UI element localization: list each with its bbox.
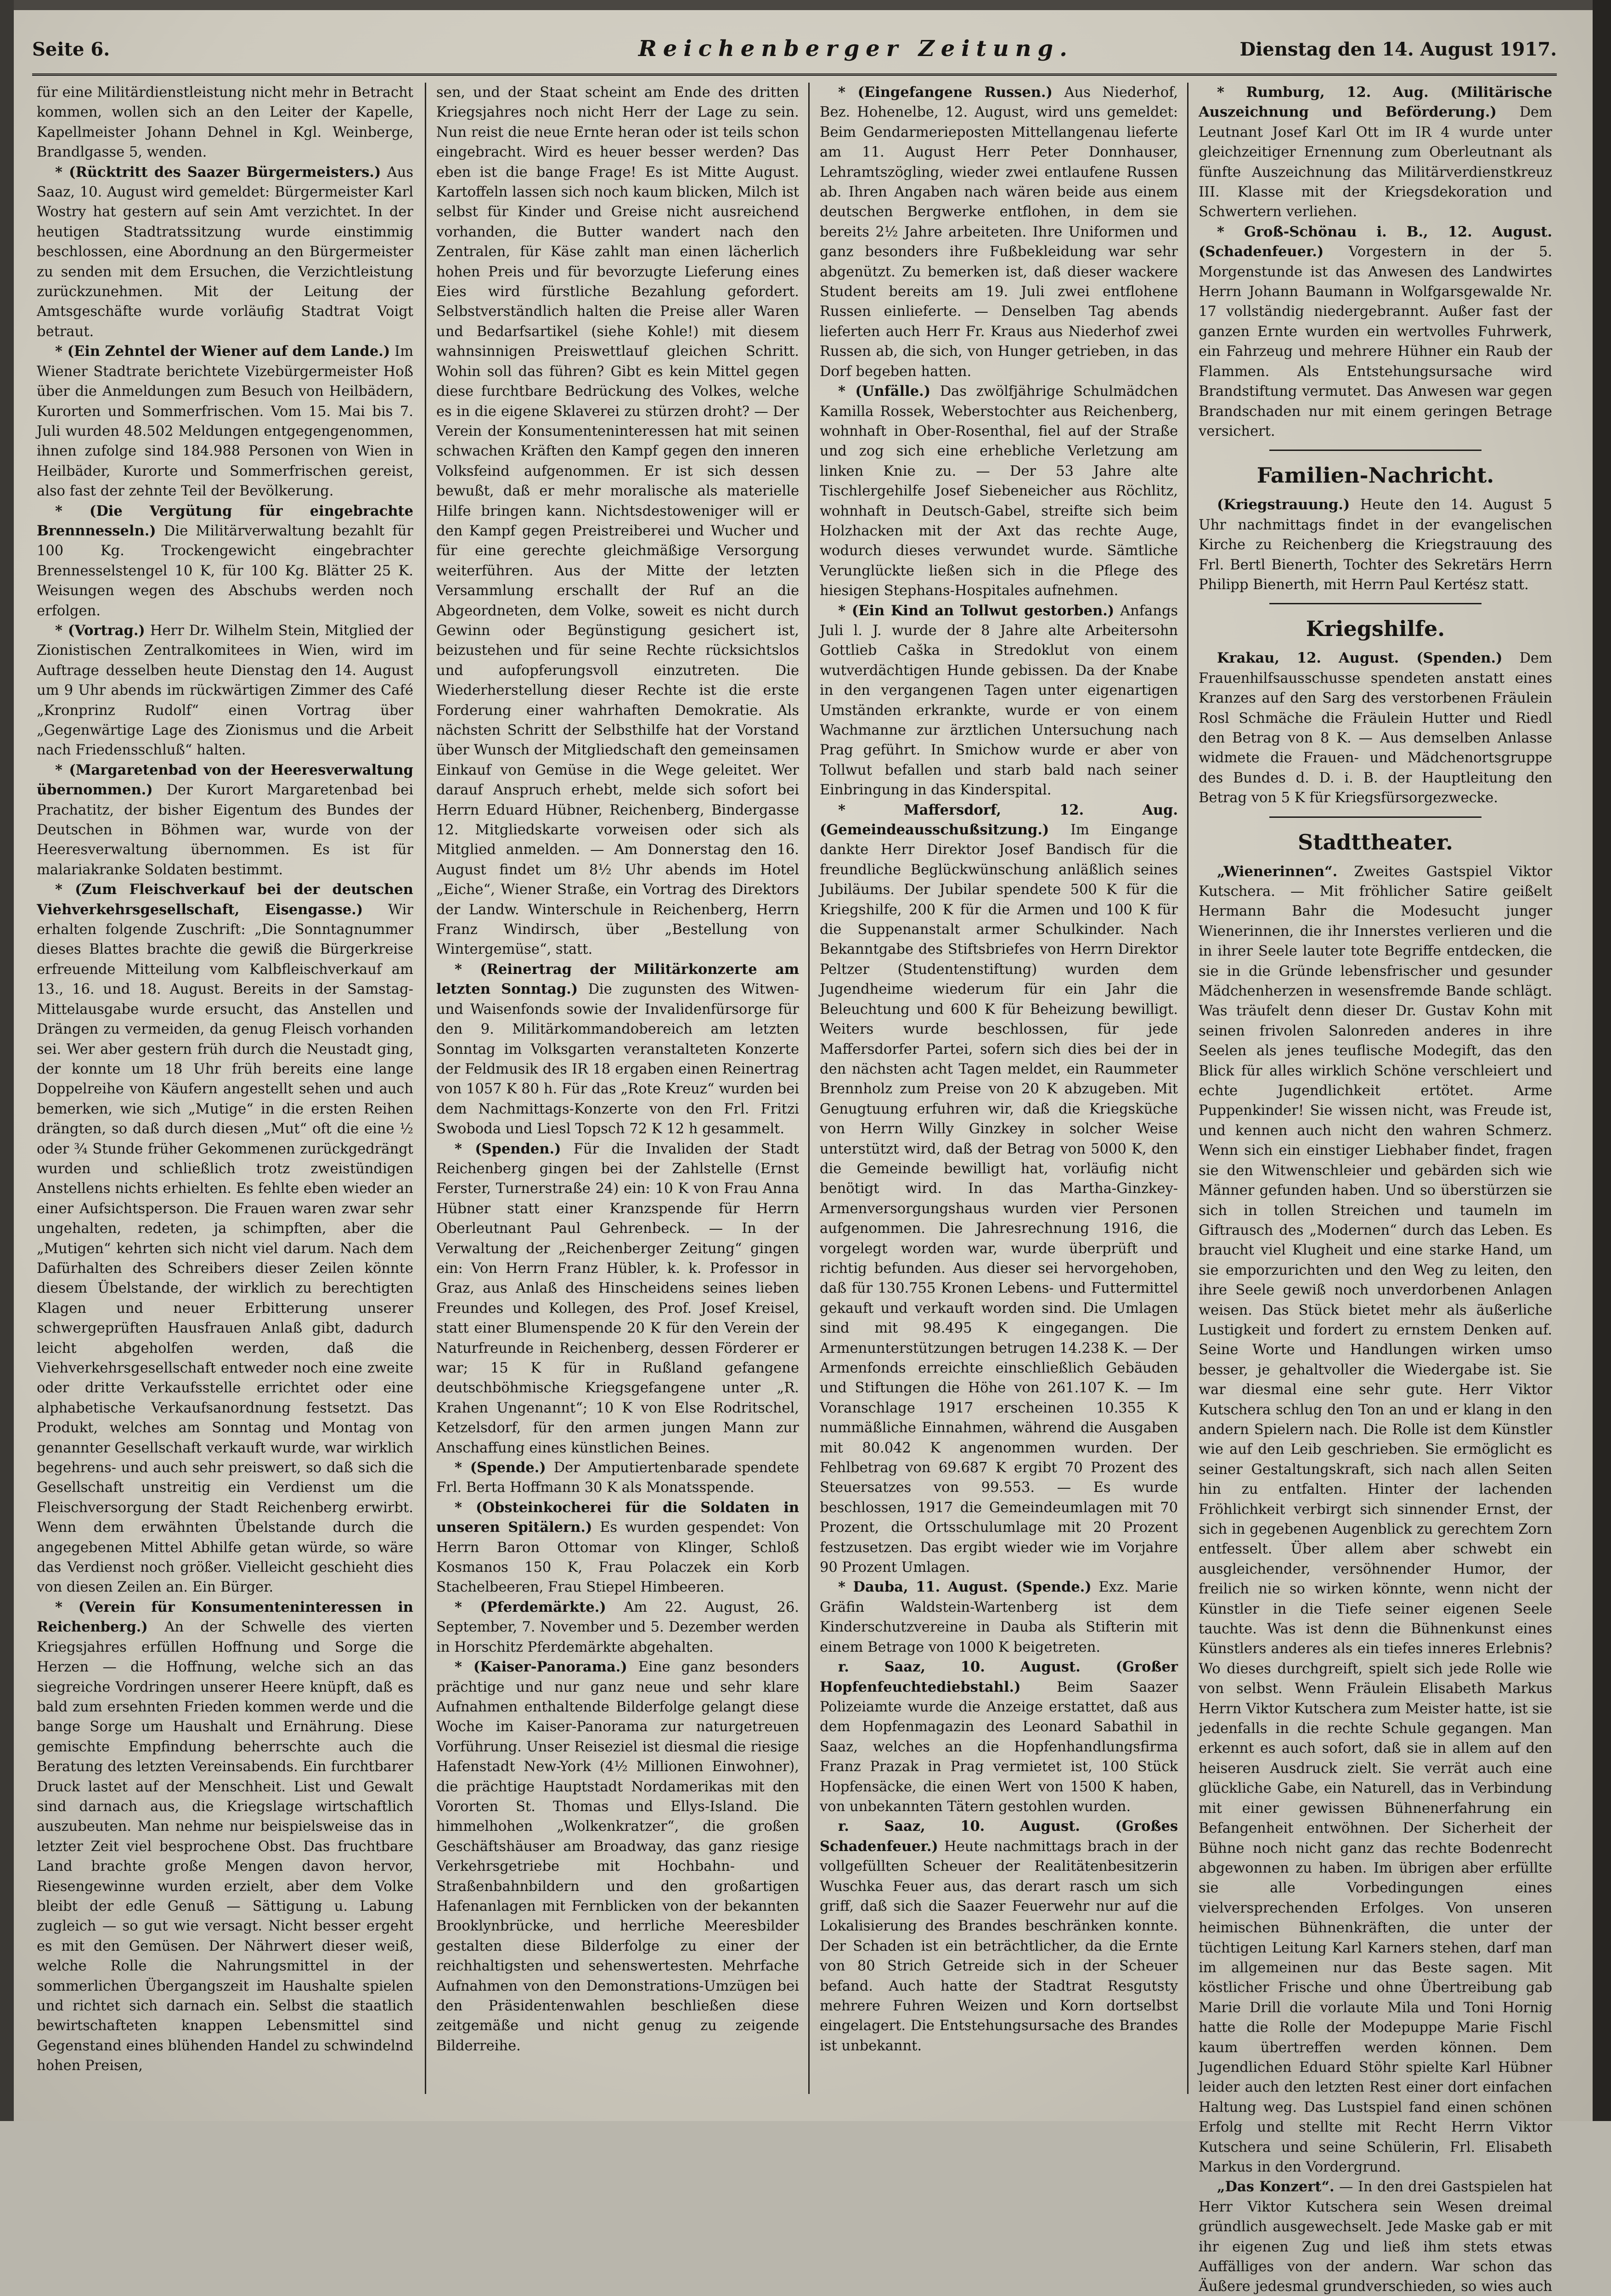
article: [37, 501, 413, 621]
column-3: [820, 83, 1178, 2099]
article: [37, 760, 413, 880]
section-rule: [1269, 603, 1481, 604]
article-headline: * (Reinertrag der Militärkonzerte am letzten Sonntag.): [436, 961, 799, 998]
article-body: Heute den 14. August 5 Uhr nachmittags findet in der evangelischen Kirche zu Reichenberg die Kriegstrauung des Frl. Bertl Bienerth, Tochter des Sekretärs Herrn Philipp Bienerth, mit Herrn Paul Kertész statt.: [1199, 497, 1552, 593]
article-paragraph: [1199, 862, 1552, 2178]
article-paragraph: [436, 1598, 799, 1657]
article-paragraph: [820, 601, 1178, 800]
article-paragraph: [820, 1577, 1178, 1657]
article-body: Anfangs Juli l. J. wurde der 8 Jahre alte Arbeitersohn Gottlieb Caška in Stredoklut von einem wutverdächtigen Hunde gebissen. Da der Knabe in den vergangenen Tagen unter eigenartigen Umständen erkrankte, wurde er von einem Wachmanne zur ärztlichen Untersuchung nach Prag geführt. In Smichow wurde er aber von Tollwut befallen und starb bald nach seiner Einbringung in das Kinderspital.: [820, 602, 1178, 799]
article-body: Aus Saaz, 10. August wird gemeldet: Bürgermeister Karl Wostry hat gestern auf sein Amt verzichtet. In der heutigen Stadtratssitzung wurde einstimmig beschlossen, eine Abordnung an den Bürgermeister zu senden mit dem Ersuchen, die Verzichtleistung zurückzunehmen. Mit der Leitung der Amtsgeschäfte wurde vorläufig Stadtrat Voigt betraut.: [37, 164, 413, 340]
article-body: Die Militärverwaltung bezahlt für 100 Kg. Trockengewicht eingebrachter Brennesselstengel 10 K, für 100 Kg. Blätter 25 K. Weisungen wegen des Abschubs werden noch erfolgen.: [37, 523, 413, 619]
article: [820, 1657, 1178, 1817]
article-headline: * (Margaretenbad von der Heeresverwaltung übernommen.): [37, 761, 413, 799]
article: [1199, 83, 1552, 222]
article-body: Das zwölfjährige Schulmädchen Kamilla Rossek, Weberstochter aus Reichenberg, wohnhaft in Ober-Rosenthal, fiel auf der Straße und zog sich eine erhebliche Verletzung am linken Knie zu. — Der 53 Jahre alte Tischlergehilfe Josef Siebeneicher aus Röchlitz, wohnhaft in Deutsch-Gabel, streifte sich beim Holzhacken mit der Axt das rechte Auge, wodurch dieses verwundet wurde. Sämtliche Verunglückte ließen sich in die Pflege des hiesigen Stephans-Hospitales aufnehmen.: [820, 383, 1178, 599]
article-headline: * (Kaiser-Panorama.): [455, 1659, 627, 1676]
article: [820, 382, 1178, 601]
page-number: Seite 6.: [32, 39, 110, 60]
article: [436, 1657, 799, 2056]
column-divider: [1187, 83, 1189, 2094]
article-paragraph: [820, 800, 1178, 1578]
article-body: — In den drei Gastspielen hat Herr Viktor Kutschera sein Wesen dreimal gründlich ausgewechselt. Jede Maske gab er mit ihr eigenen Zug und ließ ihm stets etwas Auffälliges von der andern. War schon das Äußere jedesmal grundverschieden, so wies auch: [1199, 2179, 1553, 2295]
article: [37, 1598, 413, 2076]
column-1: [37, 83, 413, 2099]
column-divider: [425, 83, 426, 2094]
article-headline: r. Saaz, 10. August. (Großer Hopfenfeuchtediebstahl.): [820, 1659, 1178, 1695]
article-paragraph: [436, 960, 799, 1139]
article-body: Im Eingange dankte Herr Direktor Josef Bandisch für die freundliche Beglückwünschung anläßlich seines Jubiläums. Der Jubilar spendete 500 K für die Kriegshilfe, 200 K für die Armen und 100 K für die Suppenanstalt armer Schulkinder. Nach Bekanntgabe des Stiftsbriefes von Herrn Direktor Peltzer (Studentenstiftung) wurden dem Jugendheime wiederum für ein Jahr die Beleuchtung und 600 K für Beheizung bewilligt. Weiters wurde beschlossen, für jede Maffersdorfer Partei, sofern sich dies bei der in den nächsten acht Tagen meldet, ein Raummeter Brennholz zum Preise von 20 K abzugeben. Mit Genugtuung erfuhren wir, daß die Kriegsküche von Herrn Willy Ginzkey in solcher Weise unterstützt wird, daß der Betrag von 5000 K, den die Gemeinde bewilligt hat, vorläufig nicht benötigt wird. In das Martha-Ginzkey-Armenversorgungshaus wurden vier Personen aufgenommen. Die Jahresrechnung 1916, die vorgelegt worden war, wurde überprüft und richtig befunden. Aus dieser sei hervorgehoben, daß für 130.755 Kronen Lebens- und Futtermittel gekauft und verkauft worden sind. Die Umlagen sind mit 98.495 K eingegangen. Die Armenunterstützungen betrugen 14.238 K. — Der Armenfonds erreichte einschließlich Gebäuden und Stiftungen die Höhe von 261.107 K. — Im Voranschlage 1917 erscheinen 10.355 K nummäßliche Einnahmen, während die Ausgaben mit 80.042 K angenommen wurden. Der Fehlbetrag von 69.687 K ergibt 70 Prozent des Steuersatzes von 99.553. — Es wurde beschlossen, 1917 die Gemeindeumlagen mit 70 Prozent, die Ortsschulumlage mit 20 Prozent festzusetzen. Das ergibt wieder wie im Vorjahre 90 Prozent Umlagen.: [820, 822, 1178, 1576]
article: [37, 621, 413, 760]
article-headline: „Das Konzert“.: [1217, 2178, 1335, 2195]
article-paragraph: [1199, 495, 1552, 595]
article-body: An der Schwelle des vierten Kriegsjahres erfüllen Hoffnung und Sorge die Herzen — die Hoffnung, welche sich an das siegreiche Vordringen unserer Heere knüpft, daß es bald zum ersehnten Frieden kommen werde und die bange Sorge um Haushalt und Ernährung. Diese gemischte Empfindung beherrschte auch die Beratung des letzten Vereinsabends. Ein furchtbarer Druck lastet auf der Menschheit. List und Gewalt sind darnach aus, die Kriegslage wirtschaftlich auszubeuten. Man nehme nur beispielsweise das in letzter Zeit viel besprochene Obst. Das fruchtbare Land brachte große Mengen davon hervor, Riesengewinne wurden erzielt, aber dem Volke bleibt der edle Genuß — Sättigung u. Labung zugleich — so gut wie versagt. Nicht besser ergeht es mit den Gemüsen. Der Nährwert dieser weiß, welche Rolle die Nahrungsmittel in der sommerlichen Übergangszeit im Haushalte spielen und richtet sich darnach ein. Selbst die staatlich bewirtschafteten knappen Lebensmittel sind Gegenstand eines blühenden Handel zu schwindelnd hohen Preisen,: [37, 1619, 414, 2074]
article: [1199, 2177, 1552, 2296]
article-headline: * Dauba, 11. August. (Spende.): [838, 1579, 1092, 1596]
article: [820, 800, 1178, 1578]
article: [1199, 495, 1552, 595]
article-paragraph: [37, 83, 413, 163]
article: [436, 1498, 799, 1598]
article-paragraph: [436, 1498, 799, 1598]
article-body: Der Amputiertenbarade spendete Frl. Berta Hoffmann 30 K als Monatsspende.: [436, 1460, 799, 1496]
article: [436, 1139, 799, 1458]
article: [820, 601, 1178, 800]
section-rule: [1269, 816, 1481, 818]
article: [820, 1817, 1178, 2056]
article-headline: * (Die Vergütung für eingebrachte Brennnesseln.): [37, 502, 413, 539]
article-body: Heute nachmittags brach in der vollgefüllten Scheuer der Realitätenbesitzerin Wuschka Feuer aus, das derart rasch um sich griff, daß sich die Saazer Feuerwehr nur auf die Lokalisierung des Brandes beschränken konnte. Der Schaden ist ein beträchtlicher, da die Ernte von 80 Strich Getreide sich in der Scheuer befand. Auch hatte der Stadtrat Resgutsty mehrere Fuhren Weizen und Korn dortselbst eingelagert. Die Entstehungsursache des Brandes ist unbekannt.: [820, 1838, 1178, 2054]
section-heading: Kriegshilfe.: [1306, 616, 1445, 642]
article-headline: * (Eingefangene Russen.): [838, 84, 1053, 101]
article: [37, 342, 413, 501]
article-paragraph: [37, 621, 413, 760]
article-body: Für die Invaliden der Stadt Reichenberg gingen bei der Zahlstelle (Ernst Ferster, Turnerstraße 24) ein: 10 K von Frau Anna Hübner statt einer Kranzspende für Herrn Oberleutnant Paul Gehrenbeck. — In der Verwaltung der „Reichenberger Zeitung“ gingen ein: Von Herrn Franz Hübler, k. k. Professor in Graz, aus Anlaß des Hinscheidens seines lieben Freundes und Kollegen, des Prof. Josef Kreisel, statt einer Blumenspende 20 K für den Verein der Naturfreunde in Reichenberg, dessen Förderer er war; 15 K für in Rußland gefangene deutschböhmische Kriegsgefangene unter „R. Krahen Ungenannt“; 10 K von Else Rodritschel, Ketzelsdorf, für den armen jungen Mann zur Anschaffung eines künstlichen Beines.: [436, 1141, 799, 1456]
article-body: Es wurden gespendet: Von Herrn Baron Ottomar von Klinger, Schloß Kosmanos 150 K, Frau Polaczek ein Korb Stachelbeeren, Frau Stiepel Himbeeren.: [436, 1519, 799, 1596]
article-paragraph: [820, 1657, 1178, 1817]
article: [1199, 648, 1552, 808]
article-body: Exz. Marie Gräfin Waldstein-Wartenberg ist dem Kinderschutzvereine in Dauba als Stifterin mit einem Betrage von 1000 K beigetreten.: [820, 1579, 1178, 1655]
article-body: sen, und der Staat scheint am Ende des dritten Kriegsjahres noch nicht Herr der Lage zu sein. Nun reist die neue Ernte heran oder ist teils schon eingebracht. Wird es heuer besser werden? Das eben ist die bange Frage! Es ist Mitte August. Kartoffeln lassen sich noch kaum blicken, Milch ist selbst für Kinder und Greise nicht ausreichend vorhanden, die Butter wandert nach den Zentralen, für Käse zahlt man einen lächerlich hohen Preis und für bevorzugte Lieferung eines Eies wird fürstliche Bezahlung gefordert. Selbstverständlich halten die Preise aller Waren und Bedarfsartikel (siehe Kohle!) mit diesem wahnsinnigen Preiswettlauf gleichen Schritt. Wohin soll das führen? Gibt es kein Mittel gegen diese furchtbare Bedrückung des Volkes, welche es in die eigene Sklaverei zu stürzen droht? — Der Verein der Konsumenteninteressen hat mit seinen schwachen Kräften den Kampf gegen den inneren Volksfeind aufgenommen. Er ist sich dessen bewußt, daß er mehr moralische als materielle Hilfe bringen kann. Nichtsdestoweniger will er den Kampf gegen Preistreiberei und Wucher und für eine gerechte gleichmäßige Versorgung weiterführen. Aus der Mitte der letzten Versammlung erschallt der Ruf an die Abgeordneten, dem Volke, soweit es nicht durch Gewinn oder Begünstigung gesichert ist, beizustehen und für seine Rechte rücksichtslos und aufopferungsvoll einzutreten. Die Wiederherstellung dieser Rechte ist die erste Forderung einer wahrhaften Demokratie. Als nächsten Schritt der Selbsthilfe hat der Vorstand über Wunsch der Mitgliedschaft den gemeinsamen Einkauf von Gemüse in die Wege geleitet. Wer darauf Anspruch erhebt, melde sich sofort bei Herrn Eduard Hübner, Reichenberg, Bindergasse 12. Mitgliedskarte vorweisen oder sich als Mitglied anmelden. — Am Donnerstag den 16. August findet um 8½ Uhr abends im Hotel „Eiche“, Wiener Straße, ein Vortrag des Direktors der Landw. Winterschule in Reichenberg, Herrn Franz Windirsch, über „Bestellung von Wintergemüse“, statt.: [436, 84, 799, 958]
article-headline: * (Spenden.): [455, 1140, 561, 1157]
article: [436, 960, 799, 1139]
masthead: [32, 32, 1557, 76]
article-headline: * Groß-Schönau i. B., 12. August. (Schadenfeuer.): [1199, 223, 1552, 260]
article-body: Der Kurort Margaretenbad bei Prachatitz, der bisher Eigentum des Bundes der Deutschen in Böhmen war, wurde von der Heeresverwaltung übernommen. Es ist für malariakranke Soldaten bestimmt.: [37, 782, 413, 878]
article-paragraph: [820, 83, 1178, 382]
article-body: Dem Frauenhilfsausschusse spendeten anstatt eines Kranzes auf den Sarg des verstorbenen Fräulein Rosl Schmäche die Fräulein Hutter und Riedl den Betrag von 8 K. — Aus demselben Anlasse widmete die Frauen- und Mädchenortsgruppe des Bundes d. D. i. B. der Hauptleitung den Betrag von 5 K für Kriegsfürsorgezwecke.: [1199, 650, 1552, 806]
article-headline: (Kriegstrauung.): [1217, 496, 1350, 513]
section-heading: Familien-Nachricht.: [1256, 463, 1494, 488]
article-body: Am 22. August, 26. September, 7. November und 5. Dezember werden in Horschitz Pferdemärkte abgehalten.: [436, 1599, 799, 1655]
article-body: Zweites Gastspiel Viktor Kutschera. — Mit fröhlicher Satire geißelt Hermann Bahr die Modesucht junger Wienerinnen, die ihr Innerstes verlieren und die in ihrer Seele lauter tote Begriffe entdecken, die sie in die Gründe lebensfrischer und gesunder Mädchenherzen in wesensfremde Bande schlägt. Was träufelt denn dieser Dr. Gustav Kohn mit seinen frivolen Salonreden anderes in ihre Seelen als jenes teuflische Modegift, das den Blick für alles wirklich Schöne verschleiert und echte Jugendlichkeit ertötet. Arme Puppenkinder! Sie wissen nicht, was Freude ist, und kennen auch nicht den wahren Schmerz. Wenn sich ein einstiger Liebhaber findet, fragen sie den Witwenschleier und gebärden sich wie Männer gefunden haben. Und so überstürzen sie sich in tollen Streichen und taumeln im Giftrausch des „Modernen“ durch das Leben. Es braucht viel Klugheit und eine starke Hand, um sie emporzurichten und den Weg zu leiten, den ihre Seele gewiß noch unverdorbenen Anlagen weisen. Das Stück bietet mehr als äußerliche Lustigkeit und fordert zu ernstem Denken auf. Seine Worte und Handlungen wirken umso besser, je gehaltvoller die Wiedergabe ist. Sie war diesmal eine sehr gute. Herr Viktor Kutschera schlug den Ton an und er klang in den andern Spielern nach. Die Rolle ist dem Künstler wie auf den Leib geschrieben. Sie ermöglicht es seiner Gestaltungskraft, sich nach allen Seiten hin zu entfalten. Hinter der lachenden Fröhlichkeit verbirgt sich sinnender Ernst, der sich in gegebenen Augenblick zu gerechtem Zorn entfesselt. Über allem aber schwebt ein ausgleichender, versöhnender Humor, der freilich nie so wirken könnte, wenn nicht der Künstler in die Tiefe seiner eigenen Seele tauchte. Was ist denn die Bühnenkunst eines Künstlers anderes als ein tiefes inneres Erlebnis? Wo dieses durchgreift, spielt sich jede Rolle wie von selbst. Wenn Fräulein Elisabeth Markus Herrn Viktor Kutschera zum Meister hatte, ist sie jedenfalls in die rechte Schule gegangen. Man erkennt es auch sofort, daß sie in allem auf den heiseren Ausdruck zielt. Sie verrät auch eine glückliche Gabe, ein Naturell, das in Verbindung mit einer gewissen Bühnenerfahrung ein Befangenheit entwöhnen. Der Sicherheit der Bühne noch nicht ganz das rechte Bodenrecht abgewonnen zu haben. Im übrigen aber erfüllte sie alle Vorbedingungen eines vielversprechenden Erfolges. Von unseren heimischen Bühnenkräften, die unter der tüchtigen Leitung Karl Karners stehen, darf man im allgemeinen nur das Beste sagen. Mit köstlicher Frische und ohne Übertreibung gab Marie Drill die vorlaute Mila und Toni Hornig hatte die Rolle der Modepuppe Marie Fischl kaum übertreffen werden können. Dem Jugendlichen Eduard Stöhr spielte Karl Hübner leider auch den letzten Rest einer dort einfachen Haltung weg. Das Lustspiel fand einen schönen Erfolg und stellte mit Recht Herrn Viktor Kutschera und seine Schülerin, Frl. Elisabeth Markus in den Vordergrund.: [1199, 863, 1552, 2175]
section-rule: [1269, 450, 1481, 451]
article-headline: * (Spende.): [455, 1459, 546, 1476]
article: [37, 880, 413, 1598]
article: [37, 163, 413, 342]
article-body: Im Wiener Stadtrate berichtete Vizebürgermeister Hoß über die Anmeldungen zum Besuch von Heilbädern, Kurorten und Sommerfrischen. Vom 15. Mai bis 7. Juli wurden 48.502 Meldungen entgegengenommen, ihnen zufolge sind 184.988 Personen von Wien in Heilbäder, Kurorte und Sommerfrischen gereist, also fast der zehnte Teil der Bevölkerung.: [37, 343, 413, 500]
column-4: [1199, 83, 1553, 2295]
article-paragraph: [436, 1139, 799, 1458]
article-body: Vorgestern in der 5. Morgenstunde ist das Anwesen des Landwirtes Herrn Johann Baumann in Wolfgarsgewalde Nr. 17 vollständig niedergebrannt. Außer fast der ganzen Ernte wurden ein wertvolles Fuhrwerk, ein Fahrzeug und mehrere Hühner ein Raub der Flammen. Als Entstehungsursache wird Brandstiftung vermutet. Das Anwesen war gegen Brandschaden nur mit einem geringen Betrage versichert.: [1199, 244, 1552, 439]
article-headline: * (Rücktritt des Saazer Bürgermeisters.): [55, 163, 381, 180]
article: [436, 1598, 799, 1657]
article: [1199, 222, 1552, 441]
section-heading: Stadttheater.: [1298, 829, 1453, 855]
article-paragraph: [37, 1598, 413, 2076]
article-body: Beim Saazer Polizeiamte wurde die Anzeige erstattet, daß aus dem Hopfenmagazin des Leonard Sabathil in Saaz, welches an die Hopfenhandlungsfirma Franz Prazak in Prag vermietet ist, 100 Stück Hopfensäcke, die einen Wert von 1500 K haben, von unbekannten Tätern gestohlen wurden.: [820, 1679, 1178, 1815]
article-headline: * (Obsteinkocherei für die Soldaten in unseren Spitälern.): [436, 1499, 799, 1536]
article-headline: * (Vortrag.): [55, 622, 145, 639]
scan-top-edge: [0, 0, 1611, 10]
scan-left-edge: [0, 0, 14, 2121]
article-body: Wir erhalten folgende Zuschrift: „Die Sonntagnummer dieses Blattes brachte die gewiß die Bürgerkreise erfreuende Mitteilung vom Kalbfleischverkauf am 13., 16. und 18. August. Bereits in der Samstag-Mittelausgabe wurde ersucht, das Anstellen und Drängen zu vermeiden, da genug Fleisch vorhanden sei. Wer aber gestern früh durch die Neustadt ging, der konnte um 18 Uhr früh bereits eine lange Doppelreihe von Käufern angestellt sehen und auch bemerken, wie sich „Mutige“ in die ersten Reihen drängten, so daß durch diesen „Mut“ oft die eine ½ oder ¾ Stunde früher Gekommenen zurückgedrängt wurden und schließlich trotz zweistündigen Anstellens nichts erhielten. Es fehlte eben wieder an einer Aufsichtsperson. Die Frauen waren zwar sehr ungehalten, redeten, ja schimpften, aber die „Mutigen“ kehrten sich nicht viel darum. Nach dem Dafürhalten des Schreibers dieser Zeilen könnte diesem Übelstande, der wirklich zu berechtigten Klagen und neuer Erbitterung unserer schwergeprüften Hausfrauen Anlaß gibt, dadurch leicht abgeholfen werden, daß die Viehverkehrsgesellschaft entweder noch eine zweite oder dritte Verkaufsstelle errichtet oder eine alphabetische Verkaufsanordnung festsetzt. Das Produkt, welches am Sonntag und Montag von genannter Gesellschaft verkauft wurde, war wirklich begehrens- und auch sehr preiswert, so daß sich die Gesellschaft unstreitig ein Verdienst um die Fleischversorgung der Stadt Reichenberg erwirbt. Wenn dem erwähnten Übelstande durch die angegebenen Mittel Abhilfe getan würde, so wäre das Verdienst noch größer. Vielleicht geschieht dies von diesen Zeilen an. Ein Bürger.: [37, 901, 413, 1596]
article-body: Die zugunsten des Witwen- und Waisenfonds sowie der Invalidenfürsorge für den 9. Militärkommandobereich am letzten Sonntag im Volksgarten veranstalteten Konzerte der Feldmusik des IR 18 ergaben einen Reinertrag von 1057 K 80 h. Für das „Rote Kreuz“ wurden bei dem Nachmittags-Konzerte von den Frl. Fritzi Swoboda und Liesl Topsch 72 K 12 h gesammelt.: [436, 981, 800, 1137]
article-paragraph: [37, 760, 413, 880]
article-headline: * Maffersdorf, 12. Aug. (Gemeindeausschußsitzung.): [820, 801, 1178, 838]
article-paragraph: [436, 83, 799, 960]
article-paragraph: [1199, 648, 1552, 808]
article: [820, 83, 1178, 382]
article-headline: * (Verein für Konsumenteninteressen in Reichenberg.): [37, 1598, 413, 1636]
article-body: Aus Niederhof, Bez. Hohenelbe, 12. August, wird uns gemeldet: Beim Gendarmerieposten Mittellangenau lieferte am 11. August Herr Peter Donnhauser, Lehramtszögling, wieder zwei entlaufene Russen ab. Ihren Angaben nach wären beide aus einem deutschen Bergwerke entflohen, in dem sie bereits 2½ Jahre arbeiteten. Ihre Uniformen und ganz besonders ihre Fußbekleidung war sehr abgenützt. Zu bemerken ist, daß dieser wackere Student bereits am 19. Juli zwei entflohene Russen einlieferte. — Denselben Tag abends lieferten auch Herr Fr. Kraus aus Niederhof zwei Russen ab, die sich, von Hunger getrieben, in das Dorf begeben hatten.: [820, 84, 1178, 380]
article: [436, 1458, 799, 1498]
article-body: Dem Leutnant Josef Karl Ott im IR 4 wurde unter gleichzeitiger Ernennung zum Oberleutnant als fünfte Auszeichnung das Militärverdienstkreuz III. Klasse mit der Kriegsdekoration und Schwertern verliehen.: [1199, 104, 1552, 220]
article-headline: * (Ein Zehntel der Wiener auf dem Lande.): [55, 343, 390, 360]
article-headline: Krakau, 12. August. (Spenden.): [1217, 650, 1503, 667]
article: [37, 83, 413, 163]
column-2: [436, 83, 799, 2099]
article-paragraph: [1199, 2177, 1552, 2296]
article-paragraph: [37, 501, 413, 621]
article-body: Eine ganz besonders prächtige und nur ganz neue und sehr klare Aufnahmen enthaltende Bilderfolge gelangt diese Woche im Kaiser-Panorama zur naturgetreuen Vorführung. Unser Reiseziel ist diesmal die riesige Hafenstadt New-York (4½ Millionen Einwohner), die prächtige Hauptstadt Nordamerikas mit den Vororten St. Thomas und Ellys-Island. Die himmelhohen „Wolkenkratzer“, die großen Geschäftshäuser am Broadway, das ganz riesige Verkehrsgetriebe mit Hochbahn- und Straßenbahnbildern und den großartigen Hafenanlagen mit Fernblicken von der bekannten Brooklynbrücke, und herrliche Meeresbilder gestalten diese Bilderfolge zu einer der reichhaltigsten und sehenswertesten. Mehrfache Aufnahmen von den Demonstrations-Umzügen bei den Präsidentenwahlen beschließen diese zeitgemäße und nicht genug zu zeigende Bilderreihe.: [436, 1659, 799, 2054]
article-paragraph: [820, 1817, 1178, 2056]
article-paragraph: [1199, 83, 1552, 222]
article-headline: r. Saaz, 10. August. (Großes Schadenfeuer.): [820, 1818, 1178, 1855]
article-headline: * Rumburg, 12. Aug. (Militärische Auszeichnung und Beförderung.): [1199, 84, 1552, 121]
paper-title: Reichenberger Zeitung.: [638, 36, 1074, 62]
article-headline: * (Ein Kind an Tollwut gestorben.): [838, 602, 1115, 619]
article-headline: „Wienerinnen“.: [1217, 863, 1338, 880]
article: [820, 1577, 1178, 1657]
article-paragraph: [436, 1458, 799, 1498]
article-paragraph: [37, 342, 413, 501]
article-paragraph: [1199, 222, 1552, 441]
article-paragraph: [820, 382, 1178, 601]
article-paragraph: [37, 880, 413, 1598]
article: [436, 83, 799, 960]
article-headline: * (Pferdemärkte.): [455, 1598, 606, 1615]
article: [1199, 862, 1552, 2178]
article-body: Herr Dr. Wilhelm Stein, Mitglied der Zionistischen Zentralkomitees in Wien, wird im Auftrage desselben heute Dienstag den 14. August um 9 Uhr abends im rückwärtigen Zimmer des Café „Kronprinz Rudolf“ einen Vortrag über „Gegenwärtige Lage des Zionismus und die Arbeit nach Friedensschluß“ halten.: [37, 622, 413, 759]
article-body: für eine Militärdienstleistung nicht mehr in Betracht kommen, wollen sich an den Leiter der Kapelle, Kapellmeister Johann Dehnel in Kgl. Weinberge, Brandlgasse 5, wenden.: [37, 84, 413, 161]
article-headline: * (Unfälle.): [838, 383, 931, 400]
article-paragraph: [436, 1657, 799, 2056]
column-divider: [808, 83, 810, 2094]
scan-right-edge: [1593, 0, 1611, 2121]
article-headline: * (Zum Fleischverkauf bei der deutschen Viehverkehrsgesellschaft, Eisengasse.): [37, 881, 413, 918]
article-paragraph: [37, 163, 413, 342]
issue-date: Dienstag den 14. August 1917.: [1239, 39, 1557, 60]
